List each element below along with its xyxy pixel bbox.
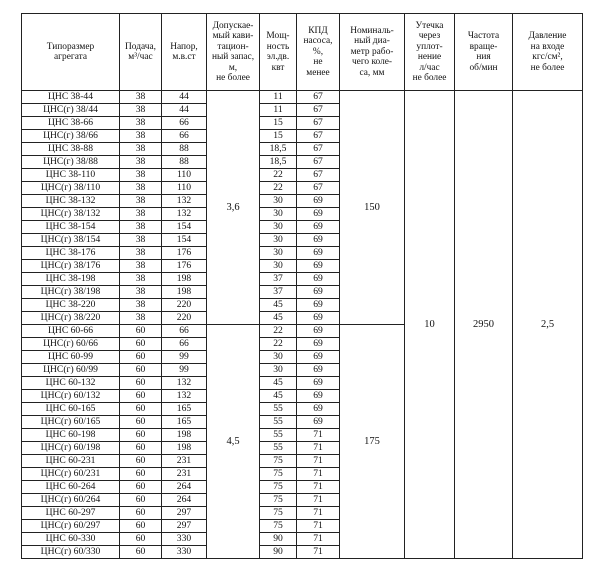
cell-flow: 38	[120, 169, 162, 182]
cell-efficiency: 71	[297, 494, 340, 507]
header-line: уплот-	[416, 41, 443, 52]
cell-type: ЦНС(г) 38/110	[22, 182, 120, 195]
header-line: м³/час	[128, 52, 153, 62]
header-line: Давление	[528, 31, 567, 41]
cell-type: ЦНС(г) 60/297	[22, 520, 120, 533]
cell-efficiency: 69	[297, 390, 340, 403]
cell-type: ЦНС(г) 60/99	[22, 364, 120, 377]
cell-head: 99	[162, 351, 207, 364]
header-line: Номиналь-	[350, 25, 394, 36]
cell-type: ЦНС 60-198	[22, 429, 120, 442]
cell-power: 30	[260, 195, 297, 208]
cell-head: 66	[162, 325, 207, 338]
cell-efficiency: 71	[297, 429, 340, 442]
cell-head: 154	[162, 234, 207, 247]
cell-head: 44	[162, 104, 207, 117]
table-row	[22, 91, 583, 104]
header-line: не	[313, 57, 323, 68]
cell-head: 330	[162, 533, 207, 546]
cell-diameter: 175	[340, 325, 405, 559]
cell-efficiency: 71	[297, 481, 340, 494]
cell-head: 297	[162, 520, 207, 533]
cell-type: ЦНС(г) 38/66	[22, 130, 120, 143]
cell-flow: 38	[120, 312, 162, 325]
header-line: ный запас,	[211, 52, 255, 62]
cell-flow: 60	[120, 364, 162, 377]
cell-flow: 38	[120, 104, 162, 117]
cell-efficiency: 67	[297, 156, 340, 169]
cell-efficiency: 69	[297, 403, 340, 416]
cell-head: 88	[162, 156, 207, 169]
table-body	[22, 91, 583, 559]
cell-type: ЦНС(г) 38/220	[22, 312, 120, 325]
cell-power: 55	[260, 429, 297, 442]
cell-efficiency: 69	[297, 247, 340, 260]
cell-head: 66	[162, 130, 207, 143]
cell-type: ЦНС 38-154	[22, 221, 120, 234]
header-line: м.в.ст	[172, 52, 196, 62]
header-line: на входе	[530, 41, 565, 52]
header-line: враще-	[469, 41, 498, 52]
cell-flow: 38	[120, 299, 162, 312]
cell-efficiency: 67	[297, 169, 340, 182]
header-line: квт	[271, 62, 285, 73]
header-line: л/час	[419, 62, 440, 73]
cell-leakage: 10	[405, 91, 455, 559]
cell-efficiency: 69	[297, 312, 340, 325]
header-efficiency	[297, 14, 340, 91]
cell-flow: 38	[120, 260, 162, 273]
header-line: метр рабо-	[350, 46, 394, 57]
cell-efficiency: 71	[297, 442, 340, 455]
header-npsh	[207, 14, 260, 91]
cell-type: ЦНС 38-198	[22, 273, 120, 286]
cell-efficiency: 71	[297, 468, 340, 481]
cell-efficiency: 69	[297, 221, 340, 234]
header-line: %,	[312, 46, 324, 57]
cell-power: 75	[260, 520, 297, 533]
cell-flow: 38	[120, 91, 162, 104]
cell-flow: 38	[120, 234, 162, 247]
cell-head: 154	[162, 221, 207, 234]
header-diameter	[340, 14, 405, 91]
cell-head: 176	[162, 247, 207, 260]
cell-head: 44	[162, 91, 207, 104]
cell-power: 30	[260, 351, 297, 364]
cell-head: 231	[162, 455, 207, 468]
cell-power: 75	[260, 507, 297, 520]
header-line: об/мин	[469, 62, 498, 73]
cell-head: 220	[162, 312, 207, 325]
cell-flow: 38	[120, 286, 162, 299]
cell-type: ЦНС 60-66	[22, 325, 120, 338]
cell-type: ЦНС(г) 60/264	[22, 494, 120, 507]
cell-flow: 38	[120, 130, 162, 143]
cell-flow: 60	[120, 403, 162, 416]
cell-flow: 38	[120, 195, 162, 208]
header-line: мый кави-	[212, 31, 254, 41]
header-type	[22, 14, 120, 91]
cell-head: 198	[162, 442, 207, 455]
cell-type: ЦНС(г) 60/231	[22, 468, 120, 481]
cell-type: ЦНС(г) 38/88	[22, 156, 120, 169]
cell-flow: 38	[120, 273, 162, 286]
cell-power: 75	[260, 494, 297, 507]
cell-flow: 60	[120, 455, 162, 468]
cell-flow: 60	[120, 377, 162, 390]
header-line: не более	[216, 73, 250, 83]
cell-head: 132	[162, 377, 207, 390]
cell-power: 45	[260, 299, 297, 312]
cell-efficiency: 69	[297, 195, 340, 208]
header-head	[162, 14, 207, 91]
cell-power: 30	[260, 364, 297, 377]
cell-power: 22	[260, 338, 297, 351]
header-line: чего коле-	[351, 57, 393, 68]
cell-head: 88	[162, 143, 207, 156]
header-line: не более	[530, 62, 565, 73]
cell-efficiency: 67	[297, 182, 340, 195]
cell-head: 66	[162, 117, 207, 130]
cell-type: ЦНС 60-231	[22, 455, 120, 468]
cell-type: ЦНС(г) 60/66	[22, 338, 120, 351]
cell-flow: 60	[120, 520, 162, 533]
cell-flow: 60	[120, 442, 162, 455]
cell-power: 37	[260, 273, 297, 286]
cell-head: 220	[162, 299, 207, 312]
cell-power: 11	[260, 104, 297, 117]
cell-type: ЦНС(г) 38/154	[22, 234, 120, 247]
cell-flow: 38	[120, 156, 162, 169]
cell-power: 30	[260, 221, 297, 234]
header-line: ный диа-	[354, 36, 390, 47]
cell-power: 30	[260, 234, 297, 247]
cell-power: 45	[260, 377, 297, 390]
cell-type: ЦНС 38-110	[22, 169, 120, 182]
cell-pressure: 2,5	[513, 91, 583, 559]
cell-head: 264	[162, 481, 207, 494]
cell-flow: 38	[120, 221, 162, 234]
cell-flow: 38	[120, 117, 162, 130]
cell-efficiency: 69	[297, 364, 340, 377]
cell-flow: 38	[120, 247, 162, 260]
cell-head: 330	[162, 546, 207, 559]
cell-head: 297	[162, 507, 207, 520]
cell-flow: 60	[120, 325, 162, 338]
cell-power: 45	[260, 312, 297, 325]
cell-efficiency: 67	[297, 130, 340, 143]
header-leakage	[405, 14, 455, 91]
cell-efficiency: 67	[297, 143, 340, 156]
cell-type: ЦНС 60-165	[22, 403, 120, 416]
cell-type: ЦНС(г) 60/198	[22, 442, 120, 455]
cell-head: 110	[162, 182, 207, 195]
header-power	[260, 14, 297, 91]
cell-type: ЦНС(г) 60/165	[22, 416, 120, 429]
cell-efficiency: 69	[297, 234, 340, 247]
cell-power: 22	[260, 325, 297, 338]
header-pressure	[513, 14, 583, 91]
cell-npsh: 3,6	[207, 91, 260, 325]
cell-head: 110	[162, 169, 207, 182]
header-speed	[455, 14, 513, 91]
cell-efficiency: 69	[297, 351, 340, 364]
cell-power: 55	[260, 416, 297, 429]
cell-diameter: 150	[340, 91, 405, 325]
header-line: ность	[266, 41, 290, 52]
cell-head: 231	[162, 468, 207, 481]
cell-power: 37	[260, 286, 297, 299]
header-line: нение	[417, 52, 442, 62]
cell-flow: 60	[120, 468, 162, 481]
cell-flow: 38	[120, 143, 162, 156]
cell-head: 99	[162, 364, 207, 377]
cell-speed: 2950	[455, 91, 513, 559]
cell-power: 30	[260, 260, 297, 273]
cell-type: ЦНС 38-176	[22, 247, 120, 260]
header-line: Допускае-	[212, 20, 254, 31]
cell-efficiency: 67	[297, 104, 340, 117]
pump-spec-table	[21, 13, 583, 559]
cell-flow: 60	[120, 351, 162, 364]
cell-efficiency: 69	[297, 377, 340, 390]
cell-type: ЦНС 38-132	[22, 195, 120, 208]
cell-flow: 60	[120, 429, 162, 442]
header-flow	[120, 14, 162, 91]
cell-type: ЦНС 60-132	[22, 377, 120, 390]
cell-flow: 60	[120, 416, 162, 429]
cell-head: 132	[162, 195, 207, 208]
cell-power: 90	[260, 546, 297, 559]
cell-flow: 60	[120, 481, 162, 494]
cell-type: ЦНС(г) 38/176	[22, 260, 120, 273]
cell-power: 75	[260, 481, 297, 494]
cell-head: 66	[162, 338, 207, 351]
cell-efficiency: 69	[297, 286, 340, 299]
header-line: агрегата	[54, 52, 87, 62]
cell-efficiency: 69	[297, 416, 340, 429]
cell-power: 22	[260, 182, 297, 195]
header-line: не более	[412, 73, 447, 83]
cell-power: 11	[260, 91, 297, 104]
cell-type: ЦНС 38-66	[22, 117, 120, 130]
header-line: менее	[306, 67, 330, 78]
header-line: ния	[476, 52, 491, 62]
cell-efficiency: 67	[297, 117, 340, 130]
cell-efficiency: 71	[297, 546, 340, 559]
cell-efficiency: 69	[297, 299, 340, 312]
cell-type: ЦНС 38-44	[22, 91, 120, 104]
cell-head: 132	[162, 390, 207, 403]
cell-type: ЦНС 60-297	[22, 507, 120, 520]
header-line: м,	[228, 62, 238, 73]
header-line: через	[418, 31, 441, 41]
cell-power: 75	[260, 455, 297, 468]
header-line: Частота	[467, 31, 500, 41]
cell-head: 176	[162, 260, 207, 273]
cell-efficiency: 71	[297, 520, 340, 533]
cell-power: 15	[260, 130, 297, 143]
cell-efficiency: 69	[297, 338, 340, 351]
cell-power: 55	[260, 403, 297, 416]
cell-npsh: 4,5	[207, 325, 260, 559]
cell-efficiency: 71	[297, 507, 340, 520]
header-line: Мощ-	[266, 31, 290, 41]
header-line: тацион-	[217, 41, 249, 52]
cell-type: ЦНС 60-330	[22, 533, 120, 546]
cell-flow: 60	[120, 390, 162, 403]
cell-efficiency: 71	[297, 533, 340, 546]
cell-type: ЦНС(г) 38/132	[22, 208, 120, 221]
header-line: насоса,	[303, 36, 333, 47]
cell-power: 30	[260, 208, 297, 221]
cell-power: 55	[260, 442, 297, 455]
cell-power: 15	[260, 117, 297, 130]
cell-type: ЦНС 38-220	[22, 299, 120, 312]
cell-power: 45	[260, 390, 297, 403]
cell-flow: 38	[120, 208, 162, 221]
cell-efficiency: 69	[297, 260, 340, 273]
cell-efficiency: 71	[297, 455, 340, 468]
cell-flow: 60	[120, 494, 162, 507]
cell-flow: 60	[120, 546, 162, 559]
header-line: Напор,	[170, 41, 198, 52]
cell-type: ЦНС(г) 60/330	[22, 546, 120, 559]
header-line: Типоразмер	[46, 41, 95, 52]
header-line: са, мм	[359, 67, 385, 78]
header-line: эл.дв.	[266, 52, 290, 62]
header-row	[22, 14, 583, 91]
cell-head: 165	[162, 416, 207, 429]
cell-head: 198	[162, 429, 207, 442]
cell-type: ЦНС(г) 38/198	[22, 286, 120, 299]
cell-head: 198	[162, 286, 207, 299]
cell-type: ЦНС 60-99	[22, 351, 120, 364]
cell-efficiency: 69	[297, 273, 340, 286]
cell-type: ЦНС(г) 38/44	[22, 104, 120, 117]
cell-flow: 60	[120, 533, 162, 546]
cell-efficiency: 69	[297, 325, 340, 338]
cell-power: 90	[260, 533, 297, 546]
cell-type: ЦНС 38-88	[22, 143, 120, 156]
cell-power: 22	[260, 169, 297, 182]
header-line: Подача,	[125, 41, 156, 52]
header-line: КПД	[308, 25, 328, 36]
cell-type: ЦНС(г) 60/132	[22, 390, 120, 403]
cell-power: 75	[260, 468, 297, 481]
cell-flow: 60	[120, 507, 162, 520]
cell-head: 132	[162, 208, 207, 221]
cell-flow: 38	[120, 182, 162, 195]
cell-power: 30	[260, 247, 297, 260]
cell-head: 198	[162, 273, 207, 286]
cell-type: ЦНС 60-264	[22, 481, 120, 494]
header-line: Утечка	[415, 20, 444, 31]
cell-power: 18,5	[260, 143, 297, 156]
cell-efficiency: 69	[297, 208, 340, 221]
cell-flow: 60	[120, 338, 162, 351]
cell-efficiency: 67	[297, 91, 340, 104]
cell-power: 18,5	[260, 156, 297, 169]
header-line: кгс/см²,	[532, 52, 563, 62]
cell-head: 264	[162, 494, 207, 507]
cell-head: 165	[162, 403, 207, 416]
